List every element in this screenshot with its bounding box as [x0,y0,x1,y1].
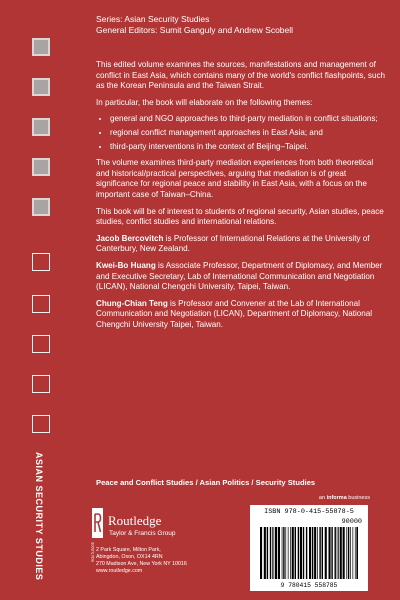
bio-teng [96,299,388,331]
informa-prefix: an [318,495,327,501]
filled-square-1 [32,38,50,56]
routledge-r-icon [92,508,103,538]
bio-text: is Professor of International Relations at the University of Canterbury, New Zealand. [96,233,370,254]
ean-number: 9 780415 558785 [280,582,338,589]
theme-item: • general and NGO approaches to third-party mediation in conflict situations; [110,114,388,125]
isbn-text: ISBN 978-0-415-55878-5 [264,508,354,516]
back-cover-blurb [96,60,388,336]
blurb-paragraph-3: The volume examines third-party mediation experiences from both theoretical and historical/practical perspectives, arguing that mediation is of great significance for regional peace and stability in East Asia, with a focus on the important case of Taiwan–China. [96,158,374,199]
bio-name: Kwei-Bo Huang [96,260,156,270]
address-line: 2 Park Square, Milton Park, [96,547,161,553]
outline-square-4 [32,375,50,393]
bio-bercovitch [96,234,388,255]
publisher-group: Taylor & Francis Group [109,530,176,537]
informa-brand: informa [326,495,347,501]
routledge-vertical-text: ROUTLEDGE [91,542,95,562]
theme-item: • third-party interventions in the context of Beijing–Taipei. [110,142,388,153]
bio-name: Chung-Chian Teng [96,298,168,308]
series-editors: General Editors: Sumit Ganguly and Andrew Scobell [96,25,294,35]
blurb-paragraph-2: In particular, the book will elaborate on the following themes: [96,97,313,107]
themes-list [96,114,388,152]
filled-square-4 [32,158,50,176]
bio-huang [96,261,388,293]
outline-square-2 [32,295,50,313]
filled-square-3 [32,118,50,136]
series-title: Series: Asian Security Studies [96,14,210,24]
theme-item: • regional conflict management approaches in East Asia; and [110,128,388,139]
informa-tagline [319,495,370,501]
price-code: 90000 [341,518,362,526]
address-line: 270 Madison Ave, New York NY 10016 [96,561,187,567]
publisher-address [96,547,187,575]
subject-categories: Peace and Conflict Studies / Asian Politics / Security Studies [96,478,316,487]
address-line: www.routledge.com [96,568,143,574]
blurb-paragraph-4: This book will be of interest to students of regional security, Asian studies, peace studies, conflict studies and international relations. [96,206,384,227]
barcode-bars [260,527,358,579]
barcode-panel [250,505,368,591]
address-line: Abingdon, Oxon, OX14 4RN [96,554,163,560]
outline-square-5 [32,415,50,433]
bio-text: is Professor and Convener at the Lab of International Communication and Negotiation (LICAN), Department of Diplomacy, National Chengchi University Taipei, Taiwan. [96,298,373,329]
informa-suffix: business [346,495,370,501]
bio-name: Jacob Bercovitch [96,233,164,243]
filled-square-5 [32,198,50,216]
outline-square-3 [32,335,50,353]
bio-text: is Associate Professor, Department of Diplomacy, and Member and Executive Secretary, Lab of International Communication and Negotiation (LICAN), National Chengchi University, Taipei, Taiwan. [96,260,383,292]
blurb-paragraph-1: This edited volume examines the sources, manifestations and management of conflict in East Asia, which contains many of the world's conflict flashpoints, such as the Korean Peninsula and the Taiwan Strait. [96,60,386,91]
spine-series-text: ASIAN SECURITY STUDIES [34,452,44,581]
series-info [96,14,293,36]
filled-square-2 [32,78,50,96]
publisher-name: Routledge [108,513,162,528]
outline-square-1 [32,253,50,271]
